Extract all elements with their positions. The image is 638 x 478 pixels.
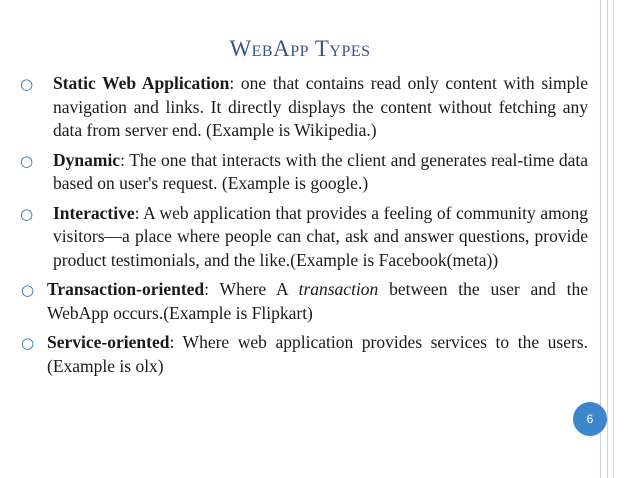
hollow-circle-bullet-icon: ○ [21,281,35,299]
item-text: : one that contains read only content with simple navigation and links. It directly displays the content without fetching any data from server end. (Example is Wikipedia.) [53,73,588,140]
frame-line [613,0,614,478]
item-text: : A web application that provides a feeling of community among visitors—a place where people can chat, ask and answer questions, provide product testimonials, and the like.(Example is Facebook(meta)) [53,202,588,270]
item-text: between the user and the WebApp occurs.(Example is Flipkart) [47,279,588,323]
item-term: Interactive [53,202,135,223]
item-text: : Where A [204,279,299,299]
list-item-static [20,72,588,143]
slide-title: WebApp Types [229,36,371,61]
bullet-list [20,72,588,384]
hollow-circle-bullet-icon: ○ [20,151,34,170]
item-term: Dynamic [53,149,121,170]
list-item-dynamic [20,149,588,196]
item-emphasis: transaction [298,279,379,299]
list-item-service-oriented [20,331,588,378]
item-term: Static Web Application [53,73,230,93]
hollow-circle-bullet-icon: ○ [21,334,35,352]
frame-line [607,0,608,478]
list-item-interactive [20,202,588,273]
item-text: : The one that interacts with the client and generates real-time data based on user's request. (Example is google.) [53,149,588,193]
hollow-circle-bullet-icon: ○ [20,204,34,223]
item-term: Service-oriented [47,332,170,352]
list-item-transaction-oriented [20,278,588,325]
item-term: Transaction-oriented [47,279,205,299]
page-number-badge: 6 [573,402,607,436]
hollow-circle-bullet-icon: ○ [20,75,34,93]
item-text: : Where web application provides services to the users.(Example is olx) [47,332,588,376]
